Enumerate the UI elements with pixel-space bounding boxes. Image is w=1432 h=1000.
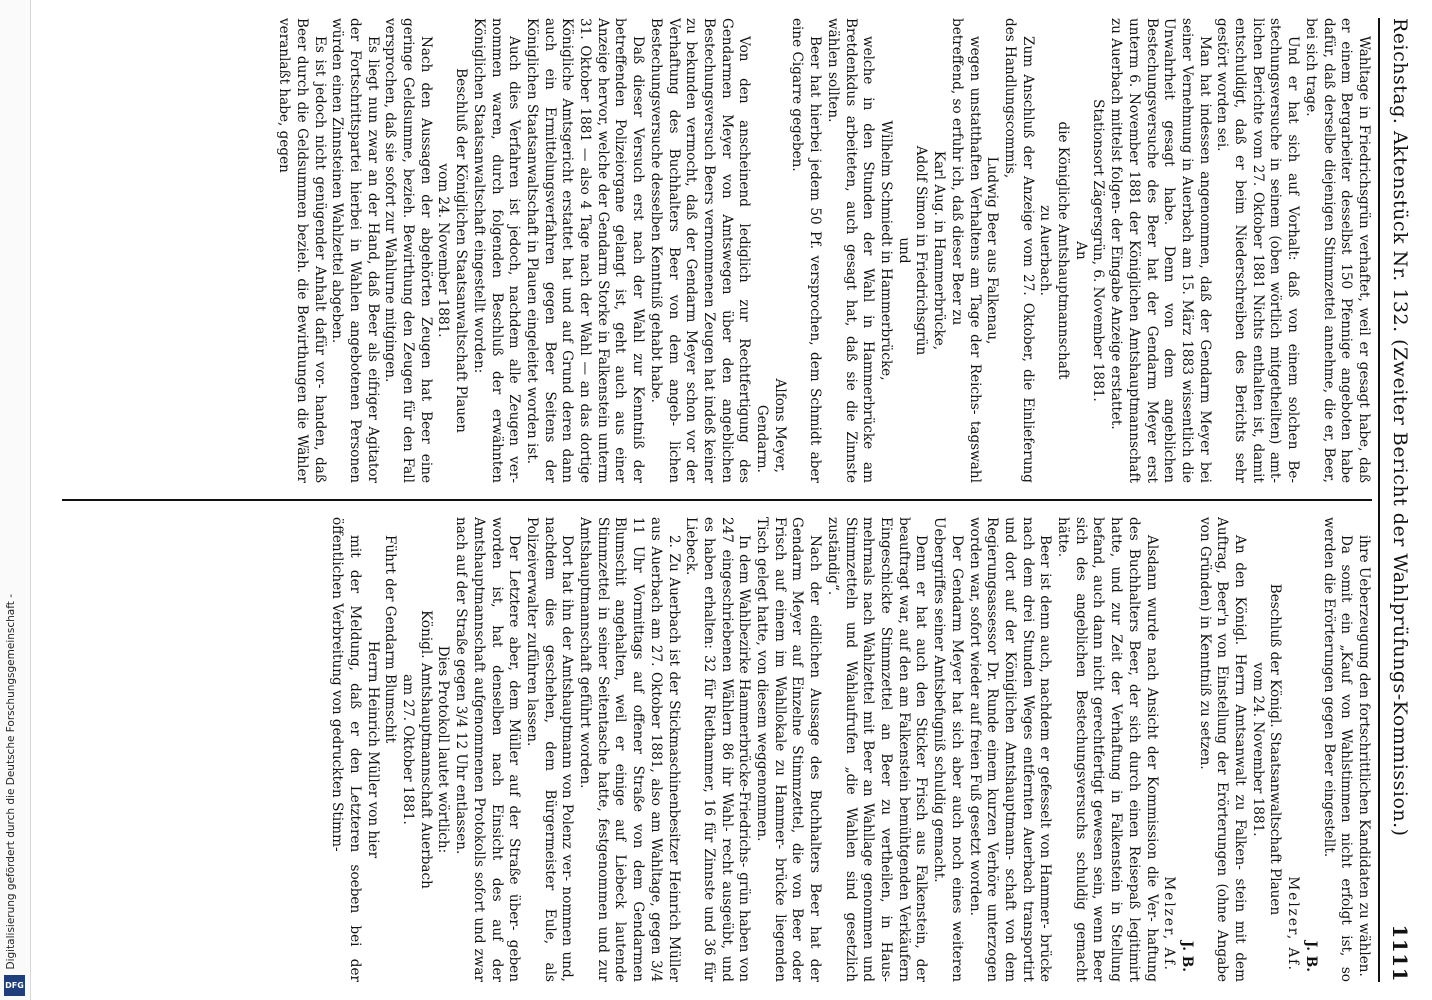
paragraph: Man hat indessen angenommen, daß der Gendarm Meyer bei seiner Vernehmung in Auerbach am 15. März 1883 wissentlich die Unwahrheit gesagt habe. Denn von dem angeblichen Bestechungsversuche des Beer hat der Gendarm Meyer erst unterm 6. November 1881 der Königlichen Amtshauptmannschaft zu Auerbach mittelst folgen- der Eingabe Anzeige erstattet. (1108, 18, 1213, 483)
paragraph: Auch dies Verfahren ist jedoch, nachdem alle Zeugen ver- nommen waren, durch folgenden Beschluß der erwähnten Königlichen Staatsanwaltschaft eingestellt worden: (470, 18, 523, 483)
paragraph: Daß dieser Versuch erst nach der Wahl zur Kenntniß der betreffenden Polizeiorgane gelangt ist, geht auch aus einer Anzeige hervor, welche der Gendarm Storke in Falkenstein unterm 31. Oktober 1881 — also 4 Tage nach der Wahl — an das dortige Königliche Amtsgericht erstattet hat und auf Grund deren dann auch ein Ermittelungsverfahren gegen Beer Seitens der Königlichen Staatsanwaltschaft in Plauen eingeleitet worden ist. (523, 18, 647, 483)
left-column (62, 18, 1372, 483)
digitization-credit-strip (0, 0, 31, 1000)
name-line: Wilhelm Schmiedt in Hammerbrücke, (878, 120, 895, 381)
paragraph: Führt der Gendarm Blumschit (382, 535, 399, 744)
funding-credit-text: Digitalisierung gefördert durch die Deutsche Forschungsgemeinschaft - (5, 594, 17, 970)
right-column (62, 517, 1372, 982)
signature: Melzer, Af. (1161, 876, 1178, 972)
paragraph: wegen unstatthaften Verhaltens am Tage der Reichs- tagswahl betreffend, so erfuhr ich, daß dieser Beer zu (948, 18, 983, 483)
paragraph: Beer hat hierbei jedem 50 Pf. versprochen, dem Schmidt aber eine Cigarre gegeben. (789, 18, 824, 483)
paragraph: Zum Anschluß der Anzeige vom 27. Oktober, die Einlieferung des Handlungscommis, (1001, 18, 1036, 483)
page-header (1378, 18, 1420, 982)
paragraph: Von den anscheinend lediglich zur Rechtfertigung des Gendarmen Meyer von Amtswegen über den angeblichen Bestechungsversuch Beers vernommenen Zeugen hat indeß keiner zu bekunden vermocht, daß der Gendarm Meyer schon vor der Verhaftung des Buchhalters Beer von dem angeb- lichen Bestechungsversuche desselben Kenntniß gehabt habe. (647, 18, 753, 483)
paragraph: Und er hat sich auf Vorhalt: daß von einem solchen Be- stechungsversuche in seinem (oben wörtlich mitgetheilten) amt- lichen Berichte vom 27. Oktober 1881 Nichts enthalten ist, damit entschuldigt, daß er beim Niederschreiben des Berichts sehr gestört worden sei. (1214, 18, 1302, 483)
running-title: Reichstag. Aktenstück Nr. 132. (Zweiter Bericht der Wahlprüfungs-Kommission.) (1389, 18, 1411, 837)
signature-initials: J. B. (1178, 940, 1195, 972)
decision-date: vom 24. November 1881. (435, 163, 452, 338)
protocol-heading: Königl. Amtshauptmannschaft Auerbach (417, 610, 434, 889)
paragraph: mit der Meldung, daß er den Letzteren soeben bei der öffentlichen Verbreitung von gedruckten Stimm- (329, 517, 363, 982)
paragraph: Wahltage in Friedrichsgrün verhaftet, weil er gesagt habe, daß er einem Bergarbeiter desselbst 150 Pfennige angeboten habe dafür, daß derselbe diejenigen Stimmzettel annehme, die er, Beer, bei sich trage. (1302, 18, 1372, 483)
paragraph: Es ist jedoch nicht genügender Anhalt dafür vor- handen, daß Beer durch die Geldsummen bezieh. die Bewirthungen die Wähler veranlaßt habe, gegen (276, 18, 328, 483)
paragraph: Da somit ein „Kauf von Wahlstimmen nicht erfolgt ist, so werden die Erörterungen gegen Beer eingestellt. (1320, 517, 1355, 982)
paragraph: An den Königl. Herrn Amtsanwalt zu Falken- stein mit dem Auftrag, Beer'n von Einstellung der Erörterungen (ohne Angabe von Gründen) in Kenntniß zu setzen. (1196, 517, 1249, 982)
name-line: Ludwig Beer aus Falkenau, (984, 156, 1001, 345)
column-rule (62, 499, 1372, 501)
decision-heading: Beschluß der Königlichen Staatsanwaltschaft Plauen (453, 68, 470, 433)
signature-title: Gendarm. (754, 404, 771, 473)
paragraph: Alsdann wurde nach Ansicht der Kommission die Ver- haftung des Buchhalters Beer, der sich durch einen Reisepaß legitimirt hatte, und zur Zeit der Verhaftung in Falkenstein in Stellung befand, auch dann nicht gerechtfertigt gewesen sein, wenn Beer sich des angeblichen Bestechungsversuchs schuldig gemacht hätte. (1055, 517, 1160, 982)
text-columns (62, 18, 1372, 982)
conjunction: und (895, 237, 912, 264)
signature-initials: J. B. (1302, 940, 1319, 972)
decision-heading: Beschluß der Königl. Staatsanwaltschaft Plauen (1267, 583, 1284, 916)
paragraph: Nach den Aussagen der abgehörten Zeugen hat Beer eine geringe Geldsumme, bezieh. Bewirthung den Zeugen für den Fall versprochen, daß sie sofort zur Wahlurne mitgingen. (382, 18, 434, 483)
signature: Alfons Meyer, (771, 378, 788, 473)
rotated-page-content (50, 0, 1430, 1000)
paragraph: 2. Zu Auerbach ist der Stickmaschinenbesitzer Heinrich Müller aus Auerbach am 27. Oktober 1881, also am Wahltage, gegen 3/4 11 Uhr Vormittags auf offener Straße von dem Gendarmen Blumschit angehalten, weil er einige auf Liebeck lautende Stimmzettel in seiner Seitentasche hatte, festgenommen und zur Amtshauptmannschaft geführt worden. (577, 517, 682, 982)
signature: Melzer, Af. (1285, 876, 1302, 972)
name-line: Karl Aug. in Hammerbrücke, (931, 150, 948, 351)
paragraph: Denn er hat auch den Sticker Frisch aus Falkenstein, der beauftragt war, auf den am Falkenstein bemühtgenden Verkäufern Eingeschickte Stimmzettel an Beer zu vertheilen, in Haus- mehrmals nach Wahlzettel mit Beer an Wahllage genommen und Stimmzetteln und Wahlaufrufen „die Wahlen sind gesetzlich zuständig“. (824, 517, 930, 982)
protocol-intro: Dies Protokoll lautet wörtlich: (435, 645, 452, 854)
salutation: An (1072, 241, 1089, 260)
paragraph: Beer ist denn auch, nachdem er gefesselt von Hammer- brücke nach dem drei Stunden Weges entfernten Auerbach transportirt und dort auf der Königlichen Amtshauptmann- schaft von dem Regierungsassessor Dr. Runde einem kurzen Verhöre unterzogen worden war, sofort wieder auf freien Fuß gesetzt worden. (966, 517, 1054, 982)
paragraph: Dort hat ihn der Amtshauptmann von Polenz ver- nommen und, nachdem dies geschehen, dem Bürgermeister Eule, als Polizeiverwalter zuführen lassen. (523, 517, 576, 982)
paragraph: Der Gendarm Meyer hat sich aber auch noch eines weiteren Uebergriffes seiner Amtsbefugniß schuldig gemacht. (931, 517, 965, 982)
dateline: Stationsort Zägersgrün, 6. November 1881. (1090, 99, 1107, 402)
paragraph: Es liegt nun zwar an der Hand, daß Beer als eifriger Agitator der Fortschrittspartei hierbei in Wahlen angebotenen Personen würden einen Zinnsteinen Wahlzettel abgeben. (329, 18, 381, 483)
name-line: Adolf Simon in Friedrichsgrün (913, 145, 930, 356)
protocol-date: am 27. Oktober 1881. (400, 674, 417, 825)
paragraph: ihre Ueberzeugung den fortschrittlichen Kandidaten zu wählen. (1356, 535, 1372, 977)
paragraph: Nach der eidlichen Aussage des Buchhalters Beer hat der Gendarm Meyer auf Einzelne Stimmzettel, die von Beer oder Frisch auf einem im Wahllokale zu Hammer- brücke liegenden Tisch gelegt hatte, von diesem weggenommen. (754, 517, 824, 982)
dfg-logo: DFG (4, 975, 25, 996)
decision-date: vom 24. November 1881. (1249, 662, 1266, 837)
paragraph: In dem Wahlbezirke Hammerbrücke-Friedrichs- grün haben von 247 eingeschriebenen Wählern 86 ihr Wahl- recht ausgeübt, und es haben erhalten: 32 für Riethammer, 16 für Zinnste und 36 für Liebeck. (683, 517, 753, 982)
paragraph: Der Letztere aber, dem Müller auf der Straße über- geben worden ist, hat denselben nach Einsicht des auf der Amtshauptmannschaft aufgenommenen Protokolls sofort und zwar nach auf der Straße gegen 3/4 12 Uhr entlassen. (453, 517, 523, 982)
paragraph: welche in den Stunden der Wahl in Hammerbrücke am Bretdenkdus arbeiteten, auch gesagt hat, daß sie die Zinnste wählen sollten. (824, 18, 877, 483)
addressee: die Königliche Amtshauptmannschaft (1055, 121, 1072, 380)
page-number: 1111 (1388, 924, 1412, 982)
name-line: Herrn Heinrich Müller von hier (364, 640, 381, 859)
addressee-place: zu Auerbach. (1037, 205, 1054, 296)
